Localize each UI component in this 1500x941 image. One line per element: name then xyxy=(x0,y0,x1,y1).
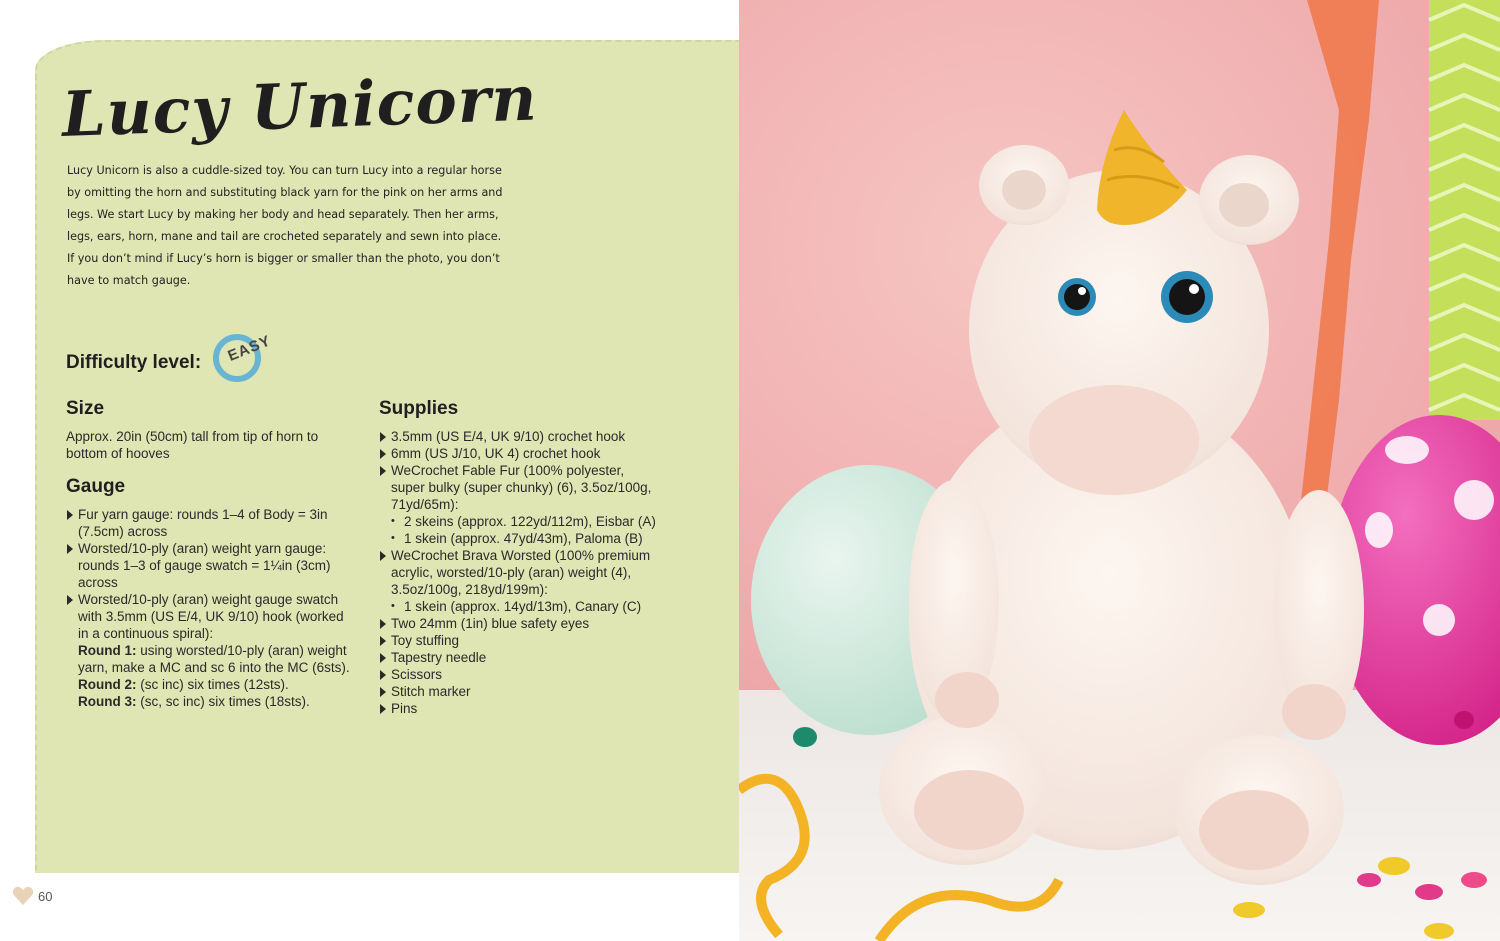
supply-item: Scissors xyxy=(379,666,659,683)
supply-item: Toy stuffing xyxy=(379,632,659,649)
size-text: Approx. 20in (50cm) tall from tip of horn to bottom of hooves xyxy=(66,429,319,461)
supply-item: 6mm (US J/10, UK 4) crochet hook xyxy=(379,445,659,462)
supply-item: Tapestry needle xyxy=(379,649,659,666)
unicorn-photo xyxy=(739,0,1500,941)
left-page xyxy=(0,0,739,941)
page-number: 60 xyxy=(38,888,53,904)
round-3 xyxy=(66,693,356,710)
page-footer xyxy=(12,886,52,906)
supply-subitem: • 2 skeins (approx. 122yd/112m), Eisbar (A) xyxy=(379,513,659,530)
difficulty-label: Difficulty level: xyxy=(66,352,202,373)
supply-item: WeCrochet Fable Fur (100% polyester, super bulky (super chunky) (6), 3.5oz/100g, 71yd/65m): xyxy=(379,462,659,513)
difficulty-badge-text: EASY xyxy=(225,332,274,365)
supply-subitem: • 1 skein (approx. 47yd/43m), Paloma (B) xyxy=(379,530,659,547)
supply-subitem: • 1 skein (approx. 14yd/13m), Canary (C) xyxy=(379,598,659,615)
supply-item: WeCrochet Brava Worsted (100% premium acrylic, worsted/10-ply (aran) weight (4), 3.5oz/100g, 218yd/199m): xyxy=(379,547,659,598)
supplies-heading: Supplies xyxy=(379,398,459,419)
round-2 xyxy=(66,676,356,693)
heart-icon xyxy=(12,886,34,906)
supply-item: Two 24mm (1in) blue safety eyes xyxy=(379,615,659,632)
gauge-list xyxy=(66,506,356,710)
round-text: (sc, sc inc) six times (18sts). xyxy=(136,694,310,709)
gauge-item: Worsted/10-ply (aran) weight yarn gauge: rounds 1–3 of gauge swatch = 1¼in (3cm) across xyxy=(66,540,356,591)
supply-item: Stitch marker xyxy=(379,683,659,700)
intro-paragraph: Lucy Unicorn is also a cuddle-sized toy. You can turn Lucy into a regular horse by omitting the horn and substituting black yarn for the pink on her arms and legs. We start Lucy by making her body and head separately. Then her arms, legs, ears, horn, mane and tail are crocheted separately and sewn into place. If you don’t mind if Lucy’s horn is bigger or smaller than the photo, you don’t have to match gauge. xyxy=(67,164,503,287)
round-label: Round 1: xyxy=(78,643,137,658)
round-label: Round 2: xyxy=(78,677,137,692)
supply-item: 3.5mm (US E/4, UK 9/10) crochet hook xyxy=(379,428,659,445)
gauge-item: Worsted/10-ply (aran) weight gauge swatch with 3.5mm (US E/4, UK 9/10) hook (worked in a continuous spiral): xyxy=(66,591,356,642)
gauge-item: Fur yarn gauge: rounds 1–4 of Body = 3in (7.5cm) across xyxy=(66,506,356,540)
easy-badge-icon xyxy=(213,332,274,384)
page-title: Lucy Unicorn xyxy=(60,61,539,151)
supply-item: Pins xyxy=(379,700,659,717)
round-1 xyxy=(66,642,356,676)
round-text: (sc inc) six times (12sts). xyxy=(136,677,289,692)
supplies-list xyxy=(379,428,659,717)
round-text: using worsted/10-ply (aran) weight yarn, make a MC and sc 6 into the MC (6sts). xyxy=(78,643,350,675)
size-heading: Size xyxy=(66,398,105,419)
round-label: Round 3: xyxy=(78,694,137,709)
gauge-heading: Gauge xyxy=(66,476,126,497)
